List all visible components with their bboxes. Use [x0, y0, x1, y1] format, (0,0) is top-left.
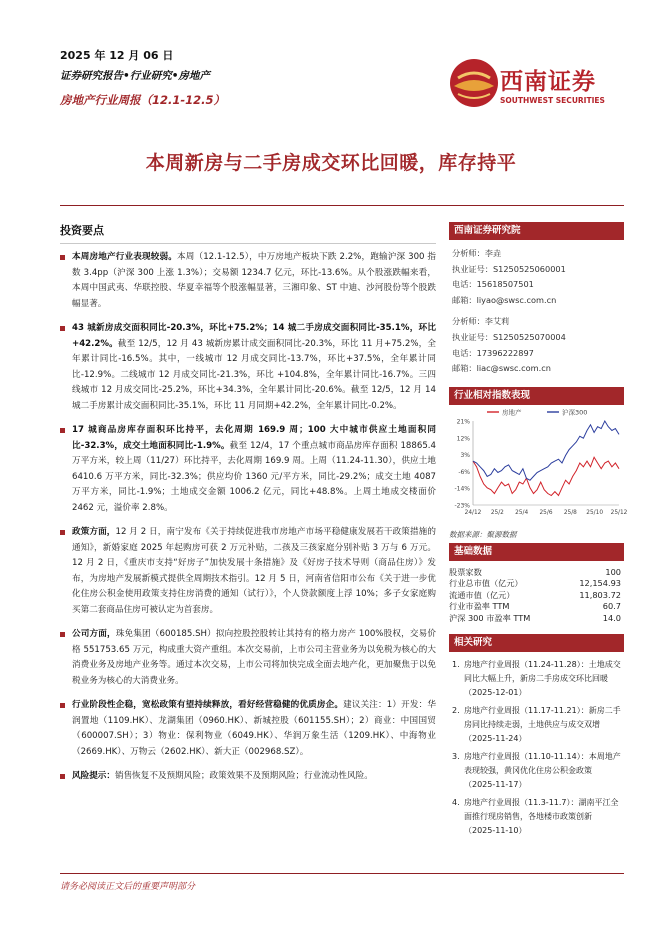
logo-name: 西南证券: [500, 68, 596, 95]
investment-point: [60, 698, 436, 760]
legend-label: 沪深300: [562, 408, 588, 417]
basic-data-row: [449, 590, 624, 602]
investment-section: [60, 222, 436, 794]
basic-data-value: 12,154.93: [579, 578, 621, 589]
basic-data-value: 14.0: [602, 612, 621, 623]
chart-y-tick-label: -14%: [454, 485, 470, 493]
investment-point: [60, 321, 436, 414]
basic-data-label: 行业总市值（亿元）: [449, 578, 523, 589]
report-type: 房地产行业周报（12.1-12.5）: [60, 93, 226, 107]
related-number: 4.: [452, 798, 460, 808]
related-title: 房地产行业周报（11.24-11.28）：土地成交同比大幅上升，新房二手房成交环比回暖 （2025-12-01）: [464, 660, 621, 698]
investment-point: [60, 627, 436, 689]
point-highlight: 政策方面，: [72, 527, 116, 537]
analyst-info: 电话：17396222897: [452, 347, 534, 358]
analyst-info: 执业证号：S1250525070004: [452, 331, 566, 342]
basic-data-row: [449, 578, 624, 590]
investment-point: [60, 525, 436, 618]
related-number: 2.: [452, 706, 460, 716]
investment-point: [60, 769, 436, 785]
point-highlight: 行业阶段性企稳，宽松政策有望持续释放，看好经营稳健的优质房企。: [72, 700, 344, 710]
report-category: 证券研究报告•行业研究•房地产: [60, 70, 210, 82]
chart-x-tick-label: 25/4: [515, 509, 529, 516]
related-item[interactable]: [452, 796, 624, 838]
chart-x-tick-label: 25/8: [563, 509, 577, 516]
point-highlight: 本周房地产行业表现较弱。: [72, 252, 177, 262]
basic-data-row: [449, 567, 624, 579]
basic-data-value: 100: [605, 566, 621, 577]
analyst-email[interactable]: 邮箱：liac@swsc.com.cn: [452, 363, 551, 374]
point-text: 珠免集团（600185.SH）拟向控股控股转让其持有的格力房产 100%股权，交易价格 551753.65 万元，构成重大资产重组。本次交易前，上市公司主营业务为以免税为核心的大消费业务及房地产业务等。通过本次交易，上市公司将加快完成全面去地产化，更加聚焦于以免税业务为核心的大消费业务。: [72, 629, 436, 686]
basic-data-heading: 基础数据: [449, 543, 624, 561]
basic-data-label: 股票家数: [449, 566, 482, 577]
related-heading: 相关研究: [449, 634, 624, 652]
related-number: 1.: [452, 660, 460, 670]
investment-points: [60, 250, 436, 785]
basic-data-row: [449, 601, 624, 613]
basic-data-label: 沪深 300 市盈率 TTM: [449, 612, 531, 623]
logo-subtitle: SOUTHWEST SECURITIES: [500, 96, 605, 105]
investment-point: [60, 423, 436, 516]
analyst-info: 执业证号：S1250525060001: [452, 263, 566, 274]
related-item[interactable]: [452, 750, 624, 792]
chart-y-tick-label: 21%: [456, 418, 470, 426]
investment-heading: 投资要点: [60, 222, 436, 244]
analyst-info: 电话：15618507501: [452, 279, 534, 290]
title-divider: [60, 205, 624, 206]
chart-y-tick-label: 3%: [460, 451, 470, 459]
chart-source: 数据来源：聚源数据: [449, 529, 517, 539]
chart-x-tick-label: 25/10: [586, 509, 604, 516]
related-list: [449, 658, 624, 838]
related-title: 房地产行业周报（11.3-11.7）：湖南平江全面推行现房销售，各地楼市政策创新 （2025-11-10）: [464, 798, 619, 836]
analyst-card: [449, 246, 624, 308]
point-highlight: 17 城商品房库存面积环比持平，去化周期 169.9 周；100 大中城市供应土地面积同比-32.3%，成交土地面积同比-1.9%。: [72, 425, 436, 451]
related-title: 房地产行业周报（11.17-11.21）：新房二手房同比持续走弱，土地供应与成交双增 （2025-11-24）: [464, 706, 621, 744]
analyst-email[interactable]: 邮箱：liyao@swsc.com.cn: [452, 294, 557, 305]
chart-x-tick-label: 25/12: [610, 509, 628, 516]
basic-data-row: [449, 613, 624, 625]
report-date: 2025 年 12 月 06 日: [60, 49, 174, 62]
investment-point: [60, 250, 436, 312]
chart-x-tick-label: 24/12: [464, 509, 482, 516]
chart-x-tick-label: 25/2: [490, 509, 504, 516]
basic-data-table: [449, 567, 624, 625]
point-highlight: 43 城新房成交面积同比-20.3%，环比+75.2%；14 城二手房成交面积同比-35.1%，环比+42.2%。: [72, 323, 436, 349]
sidebar: [449, 222, 628, 842]
chart-svg: [449, 405, 628, 523]
related-title: 房地产行业周报（11.10-11.14）：本周地产表现较强，黄冈优化住房公积金政策 （2025-11-17）: [464, 752, 621, 790]
institute-heading: 西南证券研究院: [449, 222, 624, 240]
chart-y-tick-label: -23%: [454, 502, 470, 510]
basic-data-label: 流通市值（亿元）: [449, 589, 515, 600]
point-text: 销售恢复不及预期风险；政策效果不及预期风险；行业流动性风险。: [114, 771, 373, 781]
related-number: 3.: [452, 752, 460, 762]
relative-index-chart: [449, 405, 628, 523]
analyst-list: [449, 246, 624, 383]
series-line-property: [473, 457, 619, 495]
analyst-card: [449, 314, 624, 376]
point-text: 截至 12/4，17 个重点城市商品房库存面积 18865.4 万平方米，较上周（11/27）环比持平，去化周期 169.9 周。上周（11.24-11.30），供应土地 6410.6 万平方米，同比-32.3%；供应均价 1360 元/平方米，同比-29.2%；成交土地 4087 万平方米，同比-1.9%；土地成交金额 1006.2 亿元，同比+48.8%。上周土地成交楼面价 2462 元，溢价率 2.8%。: [72, 440, 436, 513]
basic-data-value: 60.7: [602, 601, 621, 612]
basic-data-value: 11,803.72: [579, 589, 621, 600]
index-chart-heading: 行业相对指数表现: [449, 387, 624, 405]
footer-divider: [60, 873, 624, 874]
page-title: 本周新房与二手房成交环比回暖，库存持平: [145, 152, 517, 174]
basic-data-label: 行业市盈率 TTM: [449, 601, 510, 612]
related-item[interactable]: [452, 704, 624, 746]
analyst-info: 分析师：李垚: [452, 248, 502, 258]
chart-y-tick-label: 12%: [456, 435, 470, 443]
chart-x-tick-label: 25/6: [539, 509, 553, 516]
series-line-hs300: [473, 421, 619, 480]
point-highlight: 公司方面，: [72, 629, 116, 639]
point-text: 截至 12/5，12 月 43 城新房累计成交面积同比-20.3%，环比 11 月+75.2%，全年累计同比-16.5%。其中，一线城市 12 月成交同比-13.7%，环比+37.5%，全年累计同比-12.9%。二线城市 12 月成交同比-21.3%，环比 +104.8%，全年累计同比-16.7%。三四线城市 12 月成交同比-25.2%，环比+34.3%，全年累计同比-20.6%。截至 12/5，12 月 14 城二手房累计成交面积同比-35.1%，环比 11 月同期+42.2%，全年累计同比-0.2%。: [72, 338, 436, 411]
footer-disclaimer: 请务必阅读正文后的重要声明部分: [60, 882, 196, 892]
point-text: 建议关注：1）开发：华润置地（1109.HK）、龙湖集团（0960.HK）、新城控股（601155.SH）；2）商业：中国国贸（600007.SH）；3）物业：保利物业（6049.HK）、华润万象生活（1209.HK）、中海物业（2669.HK）、万物云（2602.HK）、新大正（002968.SZ）。: [72, 700, 436, 757]
related-item[interactable]: [452, 658, 624, 700]
chart-y-tick-label: -6%: [458, 468, 470, 476]
analyst-info: 分析师：李艾莉: [452, 316, 510, 327]
point-text: 本周（12.1-12.5），中万房地产板块下跌 2.2%，跑输沪深 300 指数 3.4pp（沪深 300 上涨 1.3%）；交易额 1234.7 亿元，环比-13.6%。从个股涨跌幅来看，本周中国武夷、华联控股、华夏幸福等个股涨幅显著，三湘印象、ST 中迪、沙河股份等个股跌幅显著。: [72, 252, 436, 309]
point-text: 12 月 2 日，南宁发布《关于持续促进我市房地产市场平稳健康发展若干政策措施的通知》，新婚家庭 2025 年起购房可获 2 万元补贴，二孩及三孩家庭分别补贴 3 万与 6 万元。12 月 2 日，《重庆市支持“好房子”加快发展十条措施》及《好房子技术导则（商品住房）》发布，为房地产发展新模式提供全周期技术指引。12 月 5 日，河南省信阳市公布《关于进一步优化住房公积金使用政策支持住房消费的通知（试行）》，个人贷款额度上浮 10%；多子女家庭购买第二套商品住房可被认定为首套房。: [72, 527, 436, 615]
legend-label: 房地产: [502, 408, 522, 417]
point-highlight: 风险提示：: [72, 771, 115, 781]
